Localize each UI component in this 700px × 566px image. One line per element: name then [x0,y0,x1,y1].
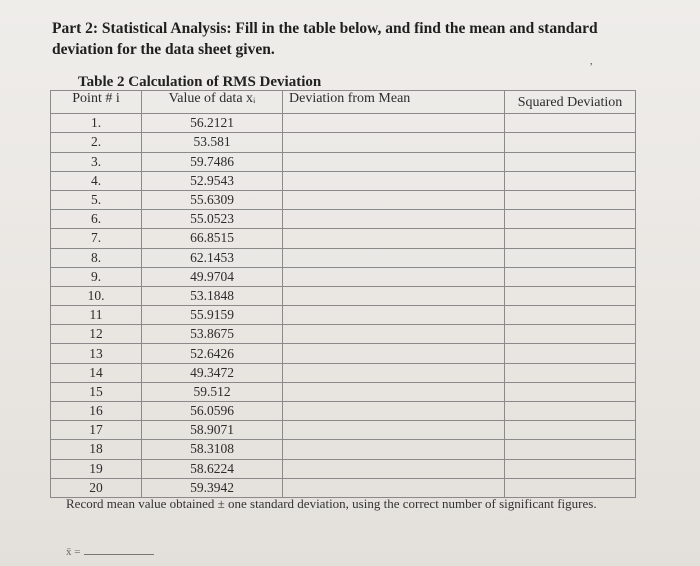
squared-deviation-cell[interactable] [505,114,636,133]
table-row [51,402,636,421]
instructions-footnote: Record mean value obtained ± one standard deviation, using the correct number of significant figures. [66,496,597,511]
deviation-cell[interactable] [283,267,505,286]
value-cell: 55.0523 [142,210,283,229]
point-cell: 14 [51,363,142,382]
value-cell: 55.9159 [142,306,283,325]
value-cell: 62.1453 [142,248,283,267]
point-cell: 8. [51,248,142,267]
deviation-cell[interactable] [283,459,505,478]
point-cell: 12 [51,325,142,344]
squared-deviation-cell[interactable] [505,190,636,209]
table-row [51,133,636,152]
deviation-cell[interactable] [283,133,505,152]
deviation-cell[interactable] [283,421,505,440]
deviation-cell[interactable] [283,402,505,421]
table-row [51,210,636,229]
table-row [51,344,636,363]
squared-deviation-cell[interactable] [505,478,636,497]
squared-deviation-cell[interactable] [505,382,636,401]
squared-deviation-cell[interactable] [505,210,636,229]
table-row [51,478,636,497]
deviation-cell[interactable] [283,382,505,401]
point-cell: 5. [51,190,142,209]
point-cell: 11 [51,306,142,325]
table-row [51,114,636,133]
point-cell: 20 [51,478,142,497]
deviation-cell[interactable] [283,114,505,133]
table-row [51,459,636,478]
squared-deviation-cell[interactable] [505,440,636,459]
point-cell: 18 [51,440,142,459]
value-cell: 59.7486 [142,152,283,171]
table-row [51,325,636,344]
value-cell: 53.8675 [142,325,283,344]
value-cell: 53.581 [142,133,283,152]
squared-deviation-cell[interactable] [505,229,636,248]
page-heading: Part 2: Statistical Analysis: Fill in the table below, and find the mean and standard deviation for the data sheet given. [52,20,598,58]
deviation-cell[interactable] [283,210,505,229]
value-cell: 56.2121 [142,114,283,133]
value-cell: 58.9071 [142,421,283,440]
table-row [51,286,636,305]
squared-deviation-cell[interactable] [505,459,636,478]
value-cell: 55.6309 [142,190,283,209]
table-caption: Table 2 Calculation of RMS Deviation [78,74,322,90]
squared-deviation-cell[interactable] [505,306,636,325]
mean-entry [66,546,154,558]
squared-deviation-cell[interactable] [505,286,636,305]
value-cell: 59.512 [142,382,283,401]
point-cell: 4. [51,171,142,190]
table-row [51,421,636,440]
deviation-cell[interactable] [283,229,505,248]
mean-label: x̄ = [66,546,81,558]
deviation-cell[interactable] [283,363,505,382]
deviation-cell[interactable] [283,478,505,497]
mean-blank-line[interactable] [84,554,154,555]
squared-deviation-cell[interactable] [505,421,636,440]
deviation-cell[interactable] [283,286,505,305]
deviation-cell[interactable] [283,190,505,209]
squared-deviation-cell[interactable] [505,267,636,286]
value-cell: 56.0596 [142,402,283,421]
point-cell: 6. [51,210,142,229]
squared-deviation-cell[interactable] [505,171,636,190]
squared-deviation-cell[interactable] [505,402,636,421]
point-cell: 17 [51,421,142,440]
point-cell: 1. [51,114,142,133]
value-cell: 49.3472 [142,363,283,382]
squared-deviation-cell[interactable] [505,344,636,363]
value-cell: 58.6224 [142,459,283,478]
header-deviation: Deviation from Mean [283,91,505,114]
table-row [51,248,636,267]
table-row [51,229,636,248]
header-squared-deviation: Squared Deviation [505,91,636,114]
rms-deviation-table [50,90,636,498]
header-value: Value of data xᵢ [142,91,283,114]
deviation-cell[interactable] [283,344,505,363]
value-cell: 49.9704 [142,267,283,286]
point-cell: 16 [51,402,142,421]
table-row [51,306,636,325]
table-row [51,190,636,209]
value-cell: 53.1848 [142,286,283,305]
squared-deviation-cell[interactable] [505,152,636,171]
value-cell: 58.3108 [142,440,283,459]
table-row [51,382,636,401]
table-row [51,171,636,190]
deviation-cell[interactable] [283,325,505,344]
deviation-cell[interactable] [283,171,505,190]
deviation-cell[interactable] [283,306,505,325]
point-cell: 13 [51,344,142,363]
deviation-cell[interactable] [283,152,505,171]
pen-mark: , [590,56,593,67]
squared-deviation-cell[interactable] [505,133,636,152]
table-row [51,363,636,382]
table-row [51,267,636,286]
point-cell: 19 [51,459,142,478]
squared-deviation-cell[interactable] [505,363,636,382]
squared-deviation-cell[interactable] [505,325,636,344]
point-cell: 10. [51,286,142,305]
point-cell: 15 [51,382,142,401]
point-cell: 3. [51,152,142,171]
table-row [51,152,636,171]
value-cell: 52.9543 [142,171,283,190]
point-cell: 7. [51,229,142,248]
point-cell: 2. [51,133,142,152]
deviation-cell[interactable] [283,248,505,267]
table-header-row [51,91,636,114]
point-cell: 9. [51,267,142,286]
squared-deviation-cell[interactable] [505,248,636,267]
header-point: Point # i [51,91,142,114]
table-row [51,440,636,459]
value-cell: 59.3942 [142,478,283,497]
value-cell: 52.6426 [142,344,283,363]
deviation-cell[interactable] [283,440,505,459]
value-cell: 66.8515 [142,229,283,248]
